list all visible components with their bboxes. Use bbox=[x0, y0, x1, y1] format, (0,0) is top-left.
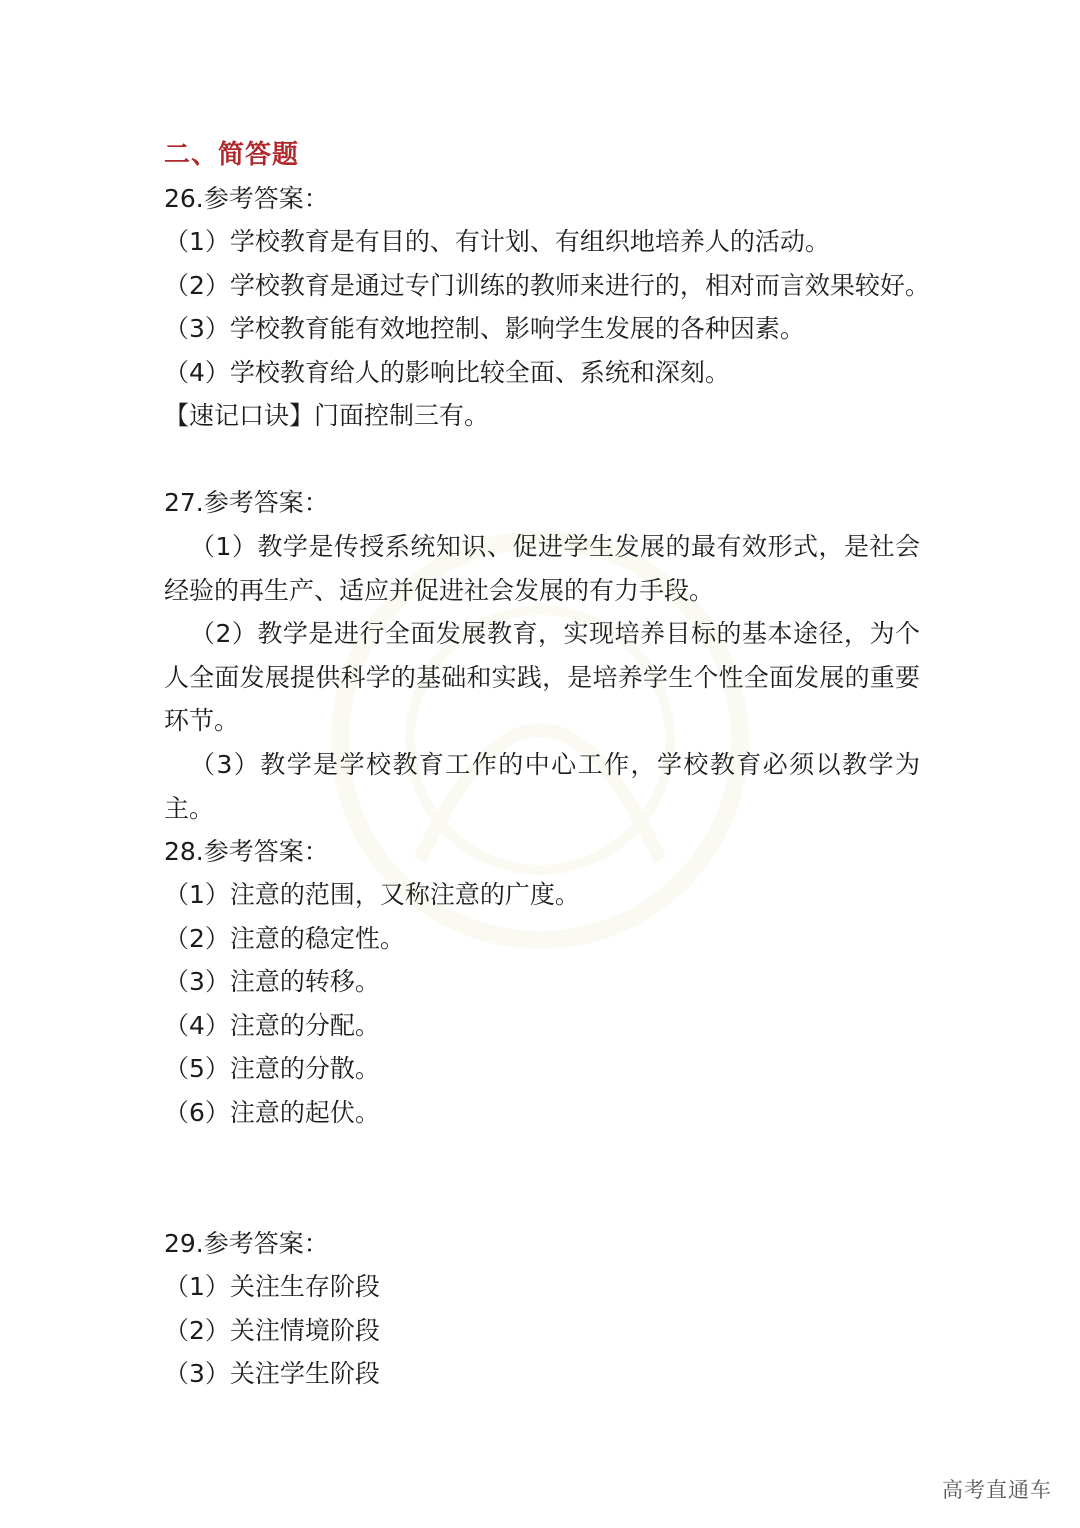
q28-heading: 28.参考答案： bbox=[164, 837, 329, 866]
q26-heading: 26.参考答案： bbox=[164, 184, 329, 213]
q26-item-1: （1）学校教育是有目的、有计划、有组织地培养人的活动。 bbox=[164, 227, 830, 256]
q26-mnemonic: 【速记口诀】门面控制三有。 bbox=[164, 401, 490, 430]
q28-item-2: （2）注意的稳定性。 bbox=[164, 924, 405, 953]
q28-item-3: （3）注意的转移。 bbox=[164, 967, 380, 996]
q27-paragraph-1: （1）教学是传授系统知识、促进学生发展的最有效形式，是社会经验的再生产、适应并促进社会发展的有力手段。 bbox=[164, 532, 920, 605]
q27-paragraph-3: （3）教学是学校教育工作的中心工作，学校教育必须以教学为主。 bbox=[164, 750, 920, 823]
q26-item-3: （3）学校教育能有效地控制、影响学生发展的各种因素。 bbox=[164, 314, 805, 343]
q29-item-1: （1）关注生存阶段 bbox=[164, 1272, 380, 1301]
section-title: 二、简答题 bbox=[164, 140, 300, 170]
q27-heading: 27.参考答案： bbox=[164, 488, 329, 517]
footer-watermark-text: 高考直通车 bbox=[942, 1478, 1052, 1502]
q29-item-3: （3）关注学生阶段 bbox=[164, 1359, 380, 1388]
q28-item-6: （6）注意的起伏。 bbox=[164, 1098, 380, 1127]
q28-item-5: （5）注意的分散。 bbox=[164, 1054, 380, 1083]
q26-item-4: （4）学校教育给人的影响比较全面、系统和深刻。 bbox=[164, 358, 730, 387]
q28-item-4: （4）注意的分配。 bbox=[164, 1011, 380, 1040]
q28-item-1: （1）注意的范围，又称注意的广度。 bbox=[164, 880, 580, 909]
q29-item-2: （2）关注情境阶段 bbox=[164, 1316, 380, 1345]
q29-heading: 29.参考答案： bbox=[164, 1229, 329, 1258]
q27-paragraph-2: （2）教学是进行全面发展教育，实现培养目标的基本途径，为个人全面发展提供科学的基础和实践，是培养学生个性全面发展的重要环节。 bbox=[164, 619, 920, 735]
q26-item-2: （2）学校教育是通过专门训练的教师来进行的，相对而言效果较好。 bbox=[164, 271, 930, 300]
